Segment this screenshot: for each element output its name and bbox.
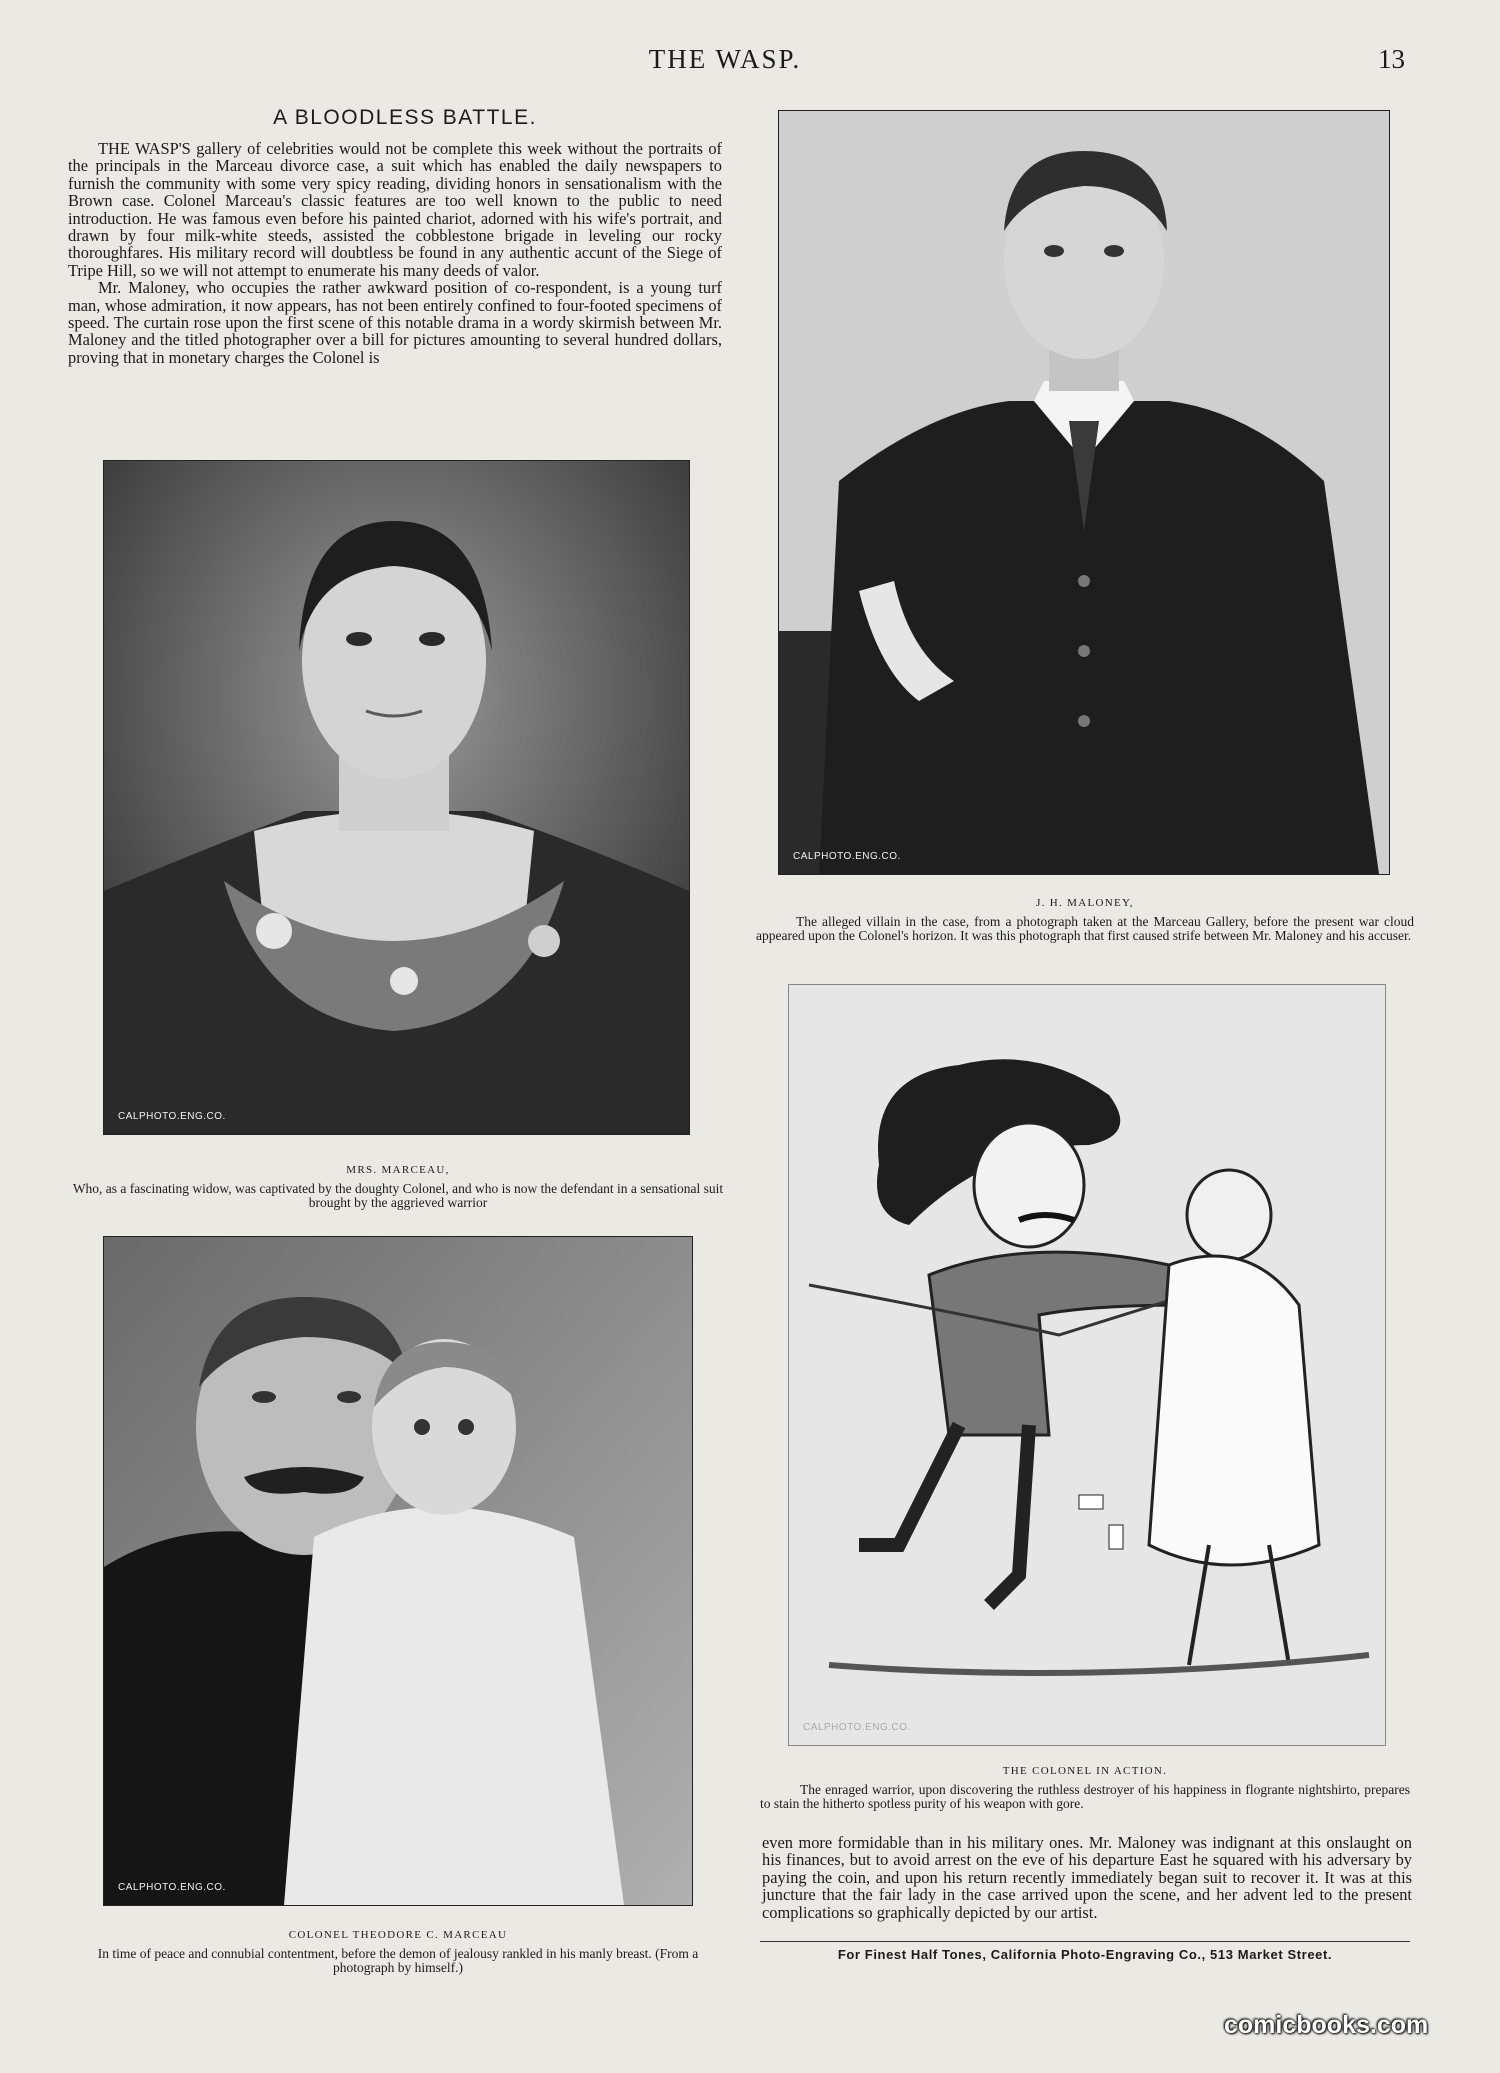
colonel-in-action-cartoon — [788, 984, 1386, 1746]
engraver-credit: CALPHOTO.ENG.CO. — [793, 851, 901, 862]
caption-title: THE COLONEL IN ACTION. — [1002, 1765, 1168, 1777]
mrs-marceau-portrait — [103, 460, 690, 1135]
colonel-marceau-portrait-image — [104, 1237, 692, 1905]
caption-text: The alleged villain in the case, from a photograph taken at the Marceau Gallery, before the present war cloud appeared upon the Colonel's horizon. It was this photograph that first caused strife between Mr. Maloney and his accuser. — [756, 913, 1414, 943]
caption-text: The enraged warrior, upon discovering the ruthless destroyer of his happiness in flogrante nightshirto, prepares to stain the hitherto spotless purity of his weapon with gore. — [760, 1781, 1410, 1811]
caption-title: MRS. MARCEAU, — [346, 1164, 450, 1176]
cartoon-caption — [760, 1764, 1410, 1812]
article-headline: A BLOODLESS BATTLE. — [273, 106, 537, 129]
article-paragraph-1: THE WASP'S gallery of celebrities would not be complete this week without the portraits of the principals in the Marceau divorce case, a suit which has enabled the daily newspapers to furnish the community with some very spicy reading, dividing honors in sensationalism with the Brown case. Colonel Marceau's classic features are too well known to the public to need introduction. He was famous even before his painted chariot, adorned with his wife's portrait, and drawn by four milk-white steeds, assisted the cobblestone brigade in leveling our rocky thoroughfares. His military record will doubtless be found in any authentic accunt of the Siege of Tripe Hill, so we will not attempt to enumerate his many deeds of valor. — [68, 139, 722, 280]
caption-title: J. H. MALONEY, — [1036, 897, 1134, 909]
maloney-portrait — [778, 110, 1390, 875]
article-paragraph-2: Mr. Maloney, who occupies the rather awkward position of co-respondent, is a young turf man, whose admiration, it now appears, has not been entirely confined to four-footed specimens of speed. The curtain rose upon the first scene of this notable drama in a wordy skirmish between Mr. Maloney and the titled photographer over a bill for pictures amounting to several hundred dollars, proving that in monetary charges the Colonel is — [68, 278, 722, 367]
cartoon-image — [789, 985, 1385, 1745]
mrs-marceau-caption — [70, 1163, 726, 1211]
running-head: THE WASP. — [648, 44, 802, 74]
article-body — [68, 140, 722, 366]
site-watermark: comicbooks.com — [1224, 2011, 1429, 2039]
article-continuation: even more formidable than in his military ones. Mr. Maloney was indignant at this onslaught on his finances, but to avoid arrest on the eve of his departure East he squared with his adversary by paying the coin, and upon his return recently immediately began suit to recover it. It was at this juncture that the fair lady in the case arrived upon the scene, and her advent led to the present complications so graphically depicted by our artist. — [762, 1833, 1412, 1922]
caption-text: In time of peace and connubial contentment, before the demon of jealousy rankled in his manly breast. (From a photograph by himself.) — [97, 1945, 699, 1975]
maloney-portrait-image — [779, 111, 1389, 874]
divider-rule — [760, 1941, 1410, 1942]
engraver-credit: CALPHOTO.ENG.CO. — [118, 1111, 226, 1122]
colonel-caption — [70, 1928, 726, 1976]
caption-text: Who, as a fascinating widow, was captivated by the doughty Colonel, and who is now the defendant in a sensational suit brought by the aggrieved warrior — [72, 1180, 724, 1210]
caption-title: COLONEL THEODORE C. MARCEAU — [288, 1929, 508, 1941]
colonel-marceau-portrait — [103, 1236, 693, 1906]
engraver-credit: CALPHOTO.ENG.CO. — [803, 1722, 911, 1733]
maloney-caption — [756, 896, 1414, 944]
advertisement-line: For Finest Half Tones, California Photo-Engraving Co., 513 Market Street. — [837, 1947, 1333, 1962]
mrs-marceau-portrait-image — [104, 461, 689, 1134]
engraver-credit: CALPHOTO.ENG.CO. — [118, 1882, 226, 1893]
page-number: 13 — [1378, 44, 1405, 74]
